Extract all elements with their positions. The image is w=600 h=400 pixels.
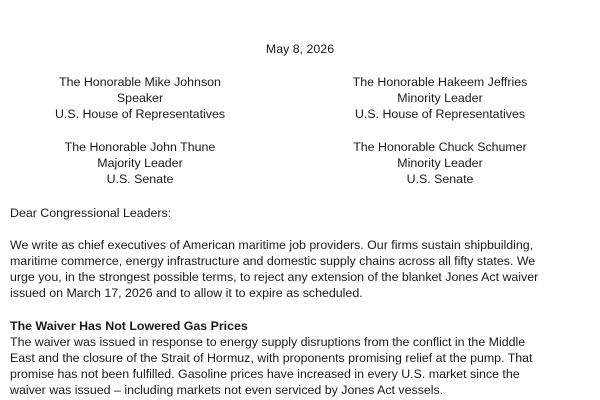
addressee-body: U.S. Senate xyxy=(406,172,474,186)
paragraph-line: promise has not been fulfilled. Gasoline prices have increased in every U.S. market since the xyxy=(10,367,520,381)
addressee-title: Speaker xyxy=(116,91,164,105)
addressee-name: The Honorable Hakeem Jeffries xyxy=(352,75,528,89)
section-heading: The Waiver Has Not Lowered Gas Prices xyxy=(10,319,248,333)
section-paragraph xyxy=(10,334,590,398)
addressee-block xyxy=(340,139,540,187)
paragraph-line: urge you, in the strongest possible terms, to reject any extension of the blanket Jones Act waiver xyxy=(10,270,539,284)
addressee-body: U.S. Senate xyxy=(106,172,174,186)
letter-date: May 8, 2026 xyxy=(265,42,335,56)
addressee-name: The Honorable Chuck Schumer xyxy=(353,140,527,154)
addressee-title: Minority Leader xyxy=(397,156,483,170)
addressee-body: U.S. House of Representatives xyxy=(54,107,226,121)
paragraph-line: issued on March 17, 2026 and to allow it to expire as scheduled. xyxy=(10,286,363,300)
addressee-title: Minority Leader xyxy=(397,91,483,105)
addressee-block xyxy=(40,139,240,187)
addressee-title: Majority Leader xyxy=(97,156,183,170)
addressee-block xyxy=(340,74,540,122)
paragraph-line: The waiver was issued in response to energy supply disruptions from the conflict in the Middle xyxy=(10,335,526,349)
paragraph-line: maritime commerce, energy infrastructure and domestic supply chains across all fifty states. We xyxy=(10,254,536,268)
addressee-body: U.S. House of Representatives xyxy=(354,107,526,121)
paragraph-line: waiver was issued – including markets not even serviced by Jones Act vessels. xyxy=(10,383,444,397)
paragraph-line: We write as chief executives of American maritime job providers. Our firms sustain shipbuilding, xyxy=(10,238,534,252)
addressee-name: The Honorable John Thune xyxy=(64,140,216,154)
salutation: Dear Congressional Leaders: xyxy=(10,206,172,220)
addressee-block xyxy=(40,74,240,122)
paragraph-line: East and the closure of the Strait of Hormuz, with proponents promising relief at the pump. That xyxy=(10,351,533,365)
intro-paragraph xyxy=(10,237,590,301)
addressee-name: The Honorable Mike Johnson xyxy=(59,75,221,89)
